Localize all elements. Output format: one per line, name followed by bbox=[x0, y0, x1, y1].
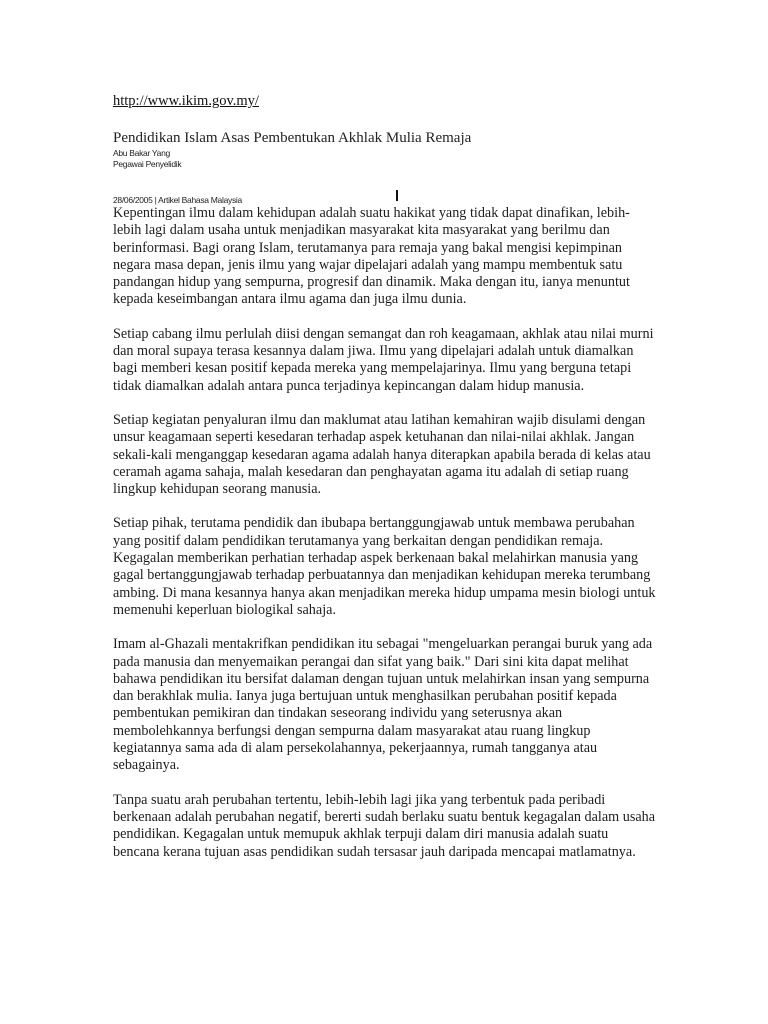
text-cursor-icon bbox=[396, 190, 398, 201]
body-paragraph: Imam al-Ghazali mentakrifkan pendidikan itu sebagai "mengeluarkan perangai buruk yang ada pada manusia dan menyemaikan perangai dan sifat yang baik." Dari sini kita dapat melihat bahawa pendidikan itu bersifat dalaman dengan tujuan untuk melahirkan insan yang sempurna dan berakhlak mulia. Ianya juga bertujuan untuk menghasilkan perubahan positif kepada pembentukan pemikiran dan tindakan seseorang individu yang seterusnya akan membolehkannya berfungsi dengan sempurna dalam masyarakat atau ruang lingkup kegiatannya sama ada di alam persekolahannya, pekerjaannya, rumah tangganya atau sebagainya. bbox=[113, 636, 653, 774]
body-paragraph: Setiap kegiatan penyaluran ilmu dan maklumat atau latihan kemahiran wajib disulami dengan unsur keagamaan seperti kesedaran terhadap aspek ketuhanan dan nilai-nilai akhlak. Jangan sekali-kali menganggap kesedaran agama adalah hanya diterapkan apabila berada di kelas atau ceramah agama sahaja, malah kesedaran dan penghayatan agama itu adalah di setiap ruang lingkup kehidupan seorang manusia. bbox=[113, 411, 651, 498]
body-paragraph: Kepentingan ilmu dalam kehidupan adalah suatu hakikat yang tidak dapat dinafikan, lebih-lebih lagi dalam usaha untuk menjadikan masyarakat kita masyarakat yang berilmu dan berinformasi. Bagi orang Islam, terutamanya para remaja yang bakal mengisi kepimpinan negara masa depan, jenis ilmu yang wajar dipelajari adalah yang mampu membentuk satu pandangan hidup yang sempurna, progresif dan dinamik. Maka dengan itu, ianya menuntut kepada keseimbangan antara ilmu agama dan juga ilmu dunia. bbox=[113, 205, 630, 308]
author-name: Abu Bakar Yang bbox=[113, 148, 170, 158]
body-paragraph: Setiap cabang ilmu perlulah diisi dengan semangat dan roh keagamaan, akhlak atau nilai murni dan moral supaya terasa kesannya dalam jiwa. Ilmu yang dipelajari adalah untuk diamalkan bagi memberi kesan positif kepada mereka yang mempelajarinya. Ilmu yang berguna tetapi tidak diamalkan adalah antara punca terjadinya kepincangan dalam hidup manusia. bbox=[113, 325, 654, 394]
meta-row bbox=[113, 190, 658, 205]
article-page bbox=[113, 92, 658, 878]
source-url-link[interactable]: http://www.ikim.gov.my/ bbox=[113, 93, 259, 109]
body-paragraph: Tanpa suatu arah perubahan tertentu, lebih-lebih lagi jika yang terbentuk pada peribadi berkenaan adalah perubahan negatif, bererti sudah berlaku suatu bentuk kegagalan dalam usaha pendidikan. Kegagalan untuk memupuk akhlak terpuji dalam diri manusia adalah suatu bencana kerana tujuan asas pendidikan sudah tersasar jauh daripada mencapai matlamatnya. bbox=[113, 791, 656, 860]
date-category-line: 28/06/2005 | Artikel Bahasa Malaysia bbox=[113, 195, 242, 205]
article-body bbox=[113, 205, 658, 861]
article-title: Pendidikan Islam Asas Pembentukan Akhlak Mulia Remaja bbox=[113, 130, 472, 146]
body-paragraph: Setiap pihak, terutama pendidik dan ibubapa bertanggungjawab untuk membawa perubahan yang positif dalam pendidikan terutamanya yang berkaitan dengan pendidikan remaja. Kegagalan memberikan perhatian terhadap aspek berkenaan bakal melahirkan manusia yang gagal bertanggungjawab terhadap perbuatannya dan menjadikan kehidupan mereka terumbang ambing. Di mana kesannya hanya akan menjadikan mereka hidup umpama mesin biologi untuk memenuhi keperluan biologikal sahaja. bbox=[113, 515, 656, 618]
author-position: Pegawai Penyelidik bbox=[113, 159, 182, 169]
